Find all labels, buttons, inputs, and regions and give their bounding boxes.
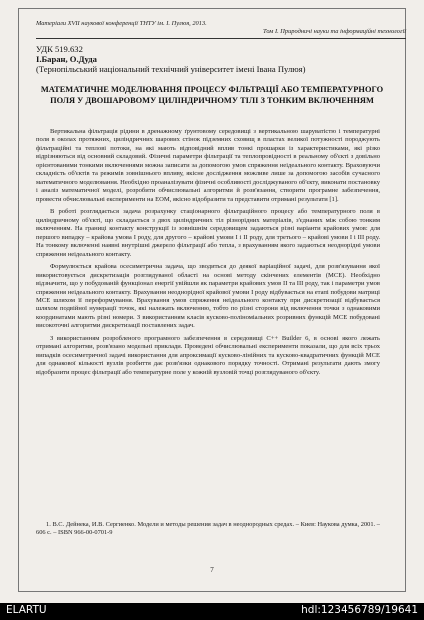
udc-code: УДК 519.632: [36, 44, 83, 54]
paragraph: Вертикальна фільтрація рідини в дренажному ґрунтовому середовищі з вертикальною шаруватістю і температурні поля в околах протяжних, циліндричних шарових стінок підземних сховищ в пластах великої потужності породжують фільтраційні та теплові потоки, на які мають відповідний вплив тонкі прошарки із характеристиками, які різко відрізняються від основний складовий. Фізичні параметри фільтрації та теплопровідності в реальному об'єкті з довільно орієнтованими тонкими включеннями можна записати за допомогою умов спряження неідеального контакту. Враховуючи складність об'єктів та режимів зовнішнього впливу, якісне дослідження можливе лише за допомогою засобів сучасного математичного моделювання. Необхідно проаналізувати фізичні особливості досліджуваного об'єкту, виконати постановку і аналіз математичної моделі, розробити обчислювальні алгоритми й розв'язання, створити програмне забезпечення, провести обчислювальні експерименти на ЕОМ, якісно відобразити та представити отримані результати [1].: [36, 128, 380, 203]
paragraph: З використанням розробленого програмного забезпечення в середовищі C++ Builder 6, в основі якого лежать отримані алгоритми, розв'язано модельні приклади. Проведені обчислювальні експерименти показали, що для всіх трьох випадків осесиметричної задачі використання для апроксимації кусково-лінійних та кусково-квадратичних функцій МСЕ для однакової кількості вузлів розбиття дає розв'язки однакового порядку точності. Отримані результати дають змогу відобразити процес фільтрації або температурне поле у кожній вузловій точці розглядуваного об'єкту.: [36, 334, 380, 376]
repository-footer-bar: [0, 603, 424, 620]
handle-id: hdl:123456789/19641: [301, 604, 418, 616]
running-header: [36, 20, 406, 36]
paragraph: Формулюється крайова осесиметрична задача, що зводиться до деякої варіаційної задачі, для розв'язування якої використовується дискретизація розглядуваної області на основі методу скінчених елементів (МСЕ). Необхідно відзначити, що у побудованій функціонал енергії увійшли як параметри крайових умов ІІ та ІІІ роду, так і параметри умов спряження неідеального контакту. Врахування неоднорідної крайової умови І роду відбувається на етапі побудови матриці МСЕ шляхом її переформування. Врахування умов спряження неідеального контакту при дискретизації відбувається шляхом подвійної нумерації точок, які належать включенню, тобто по різні сторони від включення точки з однаковими координатами мають різні номери. З використанням класів кусково-поліноміальних розривних функцій МСЕ побудовані високоточні алгоритми дискретизації поставлених задач.: [36, 263, 380, 330]
authors: І.Баран, О.Дуда: [36, 54, 97, 64]
article-body: [36, 128, 380, 377]
page-number: 7: [210, 566, 214, 574]
paragraph: В роботі розглядається задача розрахунку стаціонарного фільтраційного процесу або температурного поля в циліндричному об'єкті, що складається з двох циліндричних тіл різнорідних матеріалів, з'єднаних між собою тонким включенням. На границі контакту конструкції із зовнішнім середовищем задаються різні варіанти крайових умов: для першого випадку – крайова умова І роду, для другого – крайові умови І і ІІ роду, для третього – крайові умови І і ІІІ роду. На тонкому включенні наявні внутрішні джерело фільтрації або тепла, з врахуванням якого задаються неоднорідні умови спряження неідеального контакту.: [36, 208, 380, 258]
repository-name: ELARTU: [6, 604, 47, 616]
reference-item: 1. В.С. Дейнека, И.В. Сергиенко. Модели и методы решения задач в неоднородных средах. – Киев: Наукова думка, 2001. – 606 с. – ISBN 966-00-0701-9: [36, 521, 380, 537]
affiliation: (Тернопільський національний технічний університет імені Івана Пулюя): [36, 64, 306, 74]
header-volume: Том І. Природничі науки та інформаційні технології: [263, 28, 406, 35]
header-conference: Матеріали XVII наукової конференції ТНТУ ім. І. Пулюя, 2013.: [36, 20, 207, 27]
reference-list: [36, 521, 380, 537]
header-divider: [36, 38, 406, 39]
article-title: МАТЕМАТИЧНЕ МОДЕЛЮВАННЯ ПРОЦЕСУ ФІЛЬТРАЦІЇ АБО ТЕМПЕРАТУРНОГО ПОЛЯ У ДВОШАРОВОМУ ЦИЛІНДРИЧНОМУ ТІЛІ З ТОНКИМ ВКЛЮЧЕННЯМ: [40, 85, 384, 106]
